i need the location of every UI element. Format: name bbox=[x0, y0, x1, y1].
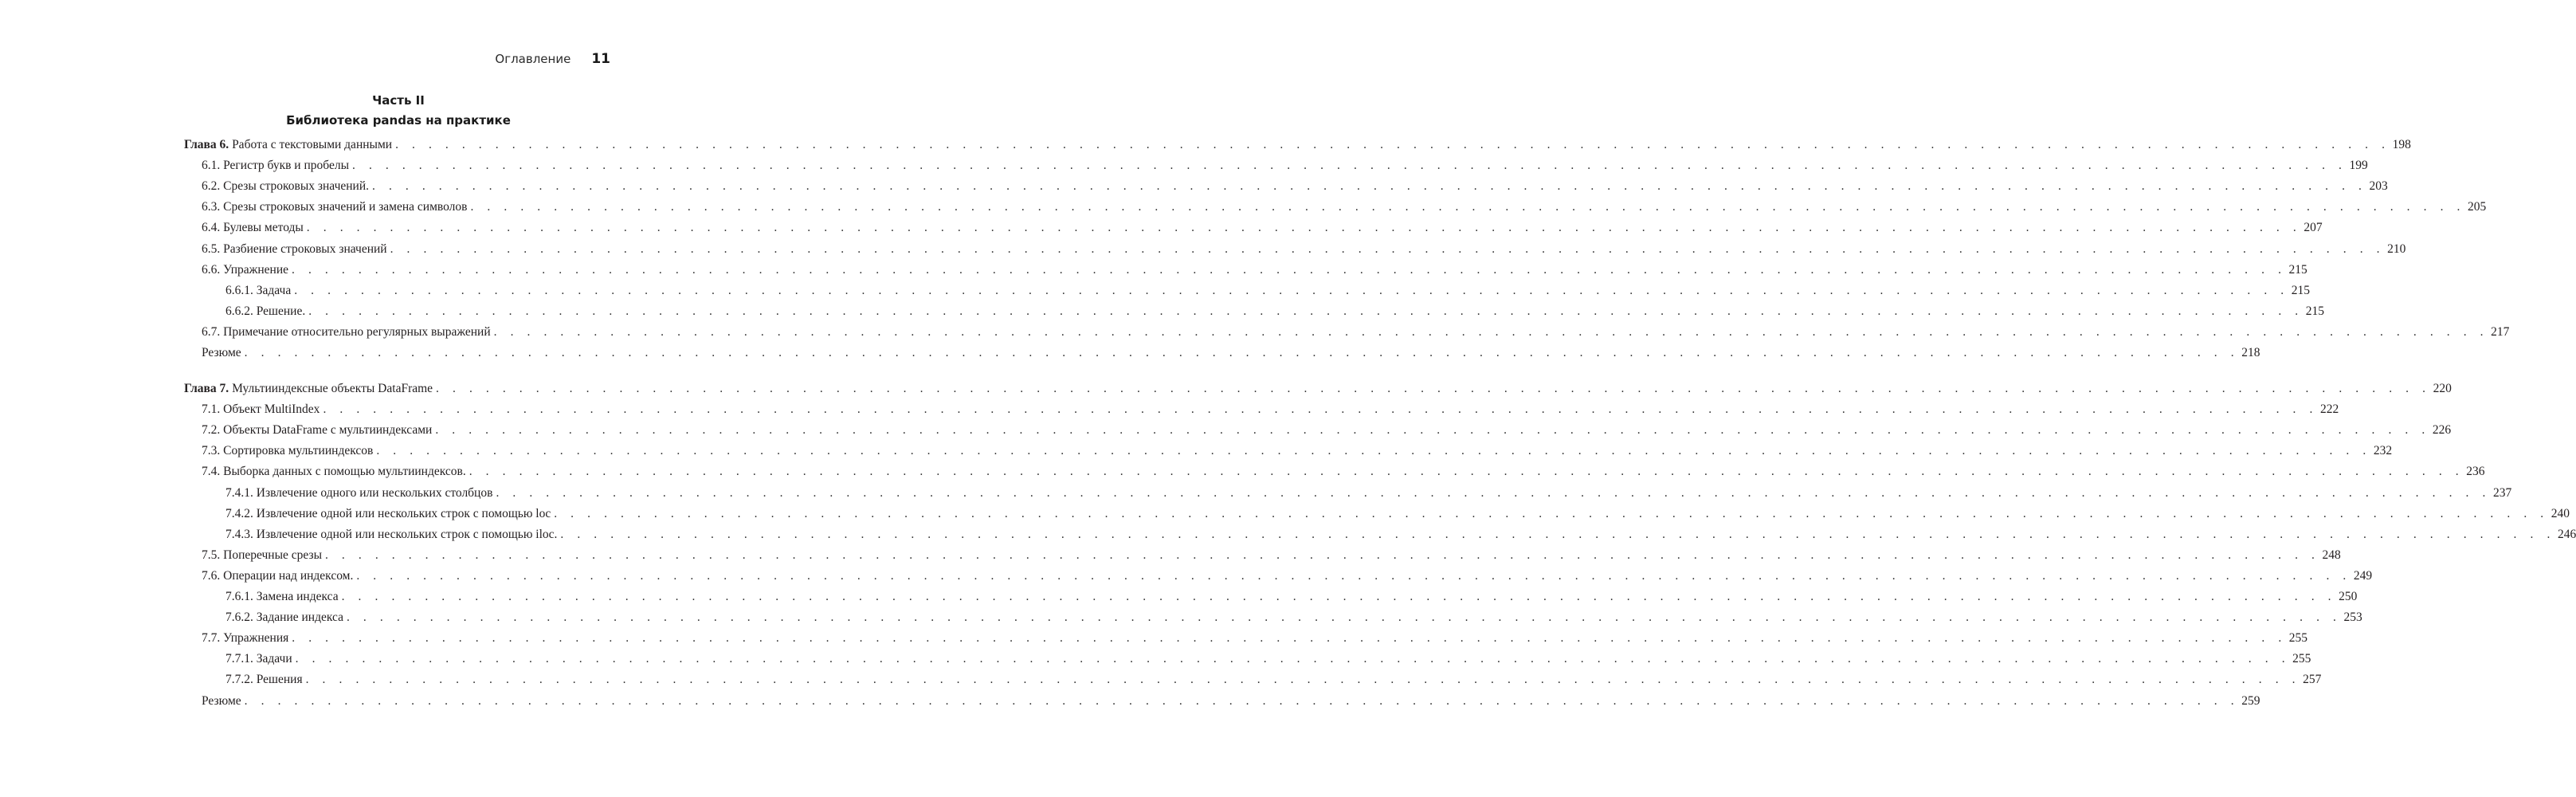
dot-leader: . . . . . . . . . . . . . . . . . . . . . . . . . . . . . . . . . . . . . . . . . . . . . . . . . . . . . . . . . . . . . . . . . . . . . . . . . . . . . . . . . . . . . . . . . . . . . . . . . . . . . . . . . . . . . . . . . . . . . . . . bbox=[469, 465, 2464, 478]
toc-section-entry bbox=[202, 548, 2341, 567]
toc-entry-label: 7.4.2. Извлечение одной или нескольких строк с помощью loc bbox=[225, 507, 551, 520]
toc-section-entry bbox=[202, 159, 2368, 178]
dot-leader: . . . . . . . . . . . . . . . . . . . . . . . . . . . . . . . . . . . . . . . . . . . . . . . . . . . . . . . . . . . . . . . . . . . . . . . . . . . . . . . . . . . . . . . . . . . . . . . . . . . . . . . . . . . . . . . . . . . . . . . . bbox=[435, 423, 2430, 437]
dot-leader: . . . . . . . . . . . . . . . . . . . . . . . . . . . . . . . . . . . . . . . . . . . . . . . . . . . . . . . . . . . . . . . . . . . . . . . . . . . . . . . . . . . . . . . . . . . . . . . . . . . . . . . . . . . . . . . . . . . . . . . . bbox=[292, 631, 2287, 645]
dot-leader: . . . . . . . . . . . . . . . . . . . . . . . . . . . . . . . . . . . . . . . . . . . . . . . . . . . . . . . . . . . . . . . . . . . . . . . . . . . . . . . . . . . . . . . . . . . . . . . . . . . . . . . . . . . . . . . . . . . . . . . . bbox=[554, 507, 2549, 520]
toc-entry-label: 6.7. Примечание относительно регулярных выражений bbox=[202, 325, 491, 339]
dot-leader: . . . . . . . . . . . . . . . . . . . . . . . . . . . . . . . . . . . . . . . . . . . . . . . . . . . . . . . . . . . . . . . . . . . . . . . . . . . . . . . . . . . . . . . . . . . . . . . . . . . . . . . . . . . . . . . . . . . . . . . . bbox=[244, 346, 2240, 359]
toc-page-number: 249 bbox=[2353, 569, 2373, 583]
toc-subsection-entry bbox=[225, 611, 2362, 630]
toc-section-entry bbox=[202, 221, 2323, 240]
toc-entry-label: 7.4. Выборка данных с помощью мультииндексов. bbox=[202, 465, 466, 478]
toc-page-number: 232 bbox=[2373, 444, 2393, 457]
toc-page-number: 236 bbox=[2466, 465, 2485, 478]
toc-section-entry bbox=[202, 631, 2308, 650]
dot-leader: . . . . . . . . . . . . . . . . . . . . . . . . . . . . . . . . . . . . . . . . . . . . . . . . . . . . . . . . . . . . . . . . . . . . . . . . . . . . . . . . . . . . . . . . . . . . . . . . . . . . . . . . . . . . . . . . . . . . . . . . bbox=[346, 611, 2342, 624]
toc-entry-label: 6.6.1. Задача bbox=[225, 284, 292, 297]
toc-entry-label: 7.7. Упражнения bbox=[202, 631, 289, 645]
toc-page-number: 207 bbox=[2304, 221, 2323, 234]
toc-page-number: 257 bbox=[2303, 673, 2322, 686]
dot-leader: . . . . . . . . . . . . . . . . . . . . . . . . . . . . . . . . . . . . . . . . . . . . . . . . . . . . . . . . . . . . . . . . . . . . . . . . . . . . . . . . . . . . . . . . . . . . . . . . . . . . . . . . . . . . . . . . . . . . . . . . bbox=[390, 242, 2386, 256]
toc-entry-label: 7.6.1. Замена индекса bbox=[225, 590, 339, 603]
toc-page-number: 218 bbox=[2241, 346, 2260, 359]
toc-entry-label: 7.1. Объект MultiIndex bbox=[202, 402, 320, 416]
toc-chapter-entry bbox=[184, 138, 2411, 157]
dot-leader: . . . . . . . . . . . . . . . . . . . . . . . . . . . . . . . . . . . . . . . . . . . . . . . . . . . . . . . . . . . . . . . . . . . . . . . . . . . . . . . . . . . . . . . . . . . . . . . . . . . . . . . . . . . . . . . . . . . . . . . . bbox=[323, 402, 2318, 416]
toc-section-entry bbox=[202, 402, 2339, 422]
toc-page-number: 248 bbox=[2322, 548, 2341, 562]
running-head bbox=[495, 51, 610, 67]
toc-entry-label: Резюме bbox=[202, 694, 241, 708]
dot-leader: . . . . . . . . . . . . . . . . . . . . . . . . . . . . . . . . . . . . . . . . . . . . . . . . . . . . . . . . . . . . . . . . . . . . . . . . . . . . . . . . . . . . . . . . . . . . . . . . . . . . . . . . . . . . . . . . . . . . . . . . bbox=[295, 652, 2291, 665]
toc-entry-label: Глава 6. Работа с текстовыми данными bbox=[184, 138, 393, 151]
dot-leader: . . . . . . . . . . . . . . . . . . . . . . . . . . . . . . . . . . . . . . . . . . . . . . . . . . . . . . . . . . . . . . . . . . . . . . . . . . . . . . . . . . . . . . . . . . . . . . . . . . . . . . . . . . . . . . . . . . . . . . . . bbox=[496, 486, 2491, 500]
toc-page-number: 255 bbox=[2292, 652, 2311, 665]
toc-entry-label: 6.5. Разбиение строковых значений bbox=[202, 242, 387, 256]
toc-page-number: 237 bbox=[2492, 486, 2512, 500]
toc-entry-label: 6.1. Регистр букв и пробелы bbox=[202, 159, 349, 172]
toc-section-entry bbox=[202, 444, 2393, 463]
dot-leader: . . . . . . . . . . . . . . . . . . . . . . . . . . . . . . . . . . . . . . . . . . . . . . . . . . . . . . . . . . . . . . . . . . . . . . . . . . . . . . . . . . . . . . . . . . . . . . . . . . . . . . . . . . . . . . . . . . . . . . . . bbox=[352, 159, 2347, 172]
toc-page-number: 246 bbox=[2557, 528, 2576, 541]
toc-entry-label: 7.2. Объекты DataFrame с мультииндексами bbox=[202, 423, 433, 437]
dot-leader: . . . . . . . . . . . . . . . . . . . . . . . . . . . . . . . . . . . . . . . . . . . . . . . . . . . . . . . . . . . . . . . . . . . . . . . . . . . . . . . . . . . . . . . . . . . . . . . . . . . . . . . . . . . . . . . . . . . . . . . . bbox=[436, 382, 2431, 395]
toc-page-number: 199 bbox=[2349, 159, 2368, 172]
toc-page-number: 259 bbox=[2241, 694, 2260, 708]
dot-leader: . . . . . . . . . . . . . . . . . . . . . . . . . . . . . . . . . . . . . . . . . . . . . . . . . . . . . . . . . . . . . . . . . . . . . . . . . . . . . . . . . . . . . . . . . . . . . . . . . . . . . . . . . . . . . . . . . . . . . . . . bbox=[341, 590, 2337, 603]
toc-page-number: 205 bbox=[2468, 200, 2487, 214]
dot-leader: . . . . . . . . . . . . . . . . . . . . . . . . . . . . . . . . . . . . . . . . . . . . . . . . . . . . . . . . . . . . . . . . . . . . . . . . . . . . . . . . . . . . . . . . . . . . . . . . . . . . . . . . . . . . . . . . . . . . . . . . bbox=[244, 694, 2240, 708]
dot-leader: . . . . . . . . . . . . . . . . . . . . . . . . . . . . . . . . . . . . . . . . . . . . . . . . . . . . . . . . . . . . . . . . . . . . . . . . . . . . . . . . . . . . . . . . . . . . . . . . . . . . . . . . . . . . . . . . . . . . . . . . bbox=[292, 263, 2287, 277]
toc-page-number: 215 bbox=[2288, 263, 2307, 277]
toc-entry-label: Глава 7. Мультииндексные объекты DataFrame bbox=[184, 382, 433, 395]
dot-leader: . . . . . . . . . . . . . . . . . . . . . . . . . . . . . . . . . . . . . . . . . . . . . . . . . . . . . . . . . . . . . . . . . . . . . . . . . . . . . . . . . . . . . . . . . . . . . . . . . . . . . . . . . . . . . . . . . . . . . . . . bbox=[372, 179, 2367, 193]
toc-subsection-entry bbox=[225, 507, 2570, 526]
chapter-label-prefix: Глава 6. bbox=[184, 138, 229, 151]
dot-leader: . . . . . . . . . . . . . . . . . . . . . . . . . . . . . . . . . . . . . . . . . . . . . . . . . . . . . . . . . . . . . . . . . . . . . . . . . . . . . . . . . . . . . . . . . . . . . . . . . . . . . . . . . . . . . . . . . . . . . . . . bbox=[306, 221, 2302, 234]
toc-page-number: 198 bbox=[2392, 138, 2411, 151]
page-number: 11 bbox=[591, 51, 610, 67]
dot-leader: . . . . . . . . . . . . . . . . . . . . . . . . . . . . . . . . . . . . . . . . . . . . . . . . . . . . . . . . . . . . . . . . . . . . . . . . . . . . . . . . . . . . . . . . . . . . . . . . . . . . . . . . . . . . . . . . . . . . . . . . bbox=[376, 444, 2371, 457]
toc-entry-label: 6.4. Булевы методы bbox=[202, 221, 304, 234]
dot-leader: . . . . . . . . . . . . . . . . . . . . . . . . . . . . . . . . . . . . . . . . . . . . . . . . . . . . . . . . . . . . . . . . . . . . . . . . . . . . . . . . . . . . . . . . . . . . . . . . . . . . . . . . . . . . . . . . . . . . . . . . bbox=[294, 284, 2289, 297]
toc-subsection-entry bbox=[225, 652, 2311, 671]
dot-leader: . . . . . . . . . . . . . . . . . . . . . . . . . . . . . . . . . . . . . . . . . . . . . . . . . . . . . . . . . . . . . . . . . . . . . . . . . . . . . . . . . . . . . . . . . . . . . . . . . . . . . . . . . . . . . . . . . . . . . . . . bbox=[560, 528, 2555, 541]
toc-section-entry bbox=[202, 346, 2260, 365]
toc-page-number: 217 bbox=[2491, 325, 2510, 339]
toc-entry-label: 6.6.2. Решение. bbox=[225, 304, 306, 318]
toc-entry-label: 7.4.3. Извлечение одной или нескольких строк с помощью iloc. bbox=[225, 528, 558, 541]
toc-section-entry bbox=[202, 200, 2487, 219]
toc-page-number: 222 bbox=[2319, 402, 2339, 416]
toc-entry-label: Резюме bbox=[202, 346, 241, 359]
toc-section-entry bbox=[202, 179, 2388, 198]
dot-leader: . . . . . . . . . . . . . . . . . . . . . . . . . . . . . . . . . . . . . . . . . . . . . . . . . . . . . . . . . . . . . . . . . . . . . . . . . . . . . . . . . . . . . . . . . . . . . . . . . . . . . . . . . . . . . . . . . . . . . . . . bbox=[493, 325, 2489, 339]
toc-section-entry bbox=[202, 263, 2307, 282]
toc-page-number: 253 bbox=[2343, 611, 2362, 624]
toc-chapter-entry bbox=[184, 382, 2452, 401]
part-title: Библиотека pandas на практике bbox=[286, 113, 511, 128]
toc-page-number: 220 bbox=[2433, 382, 2452, 395]
dot-leader: . . . . . . . . . . . . . . . . . . . . . . . . . . . . . . . . . . . . . . . . . . . . . . . . . . . . . . . . . . . . . . . . . . . . . . . . . . . . . . . . . . . . . . . . . . . . . . . . . . . . . . . . . . . . . . . . . . . . . . . . bbox=[470, 200, 2465, 214]
toc-page-number: 240 bbox=[2551, 507, 2570, 520]
toc-section-entry bbox=[202, 423, 2452, 442]
toc-subsection-entry bbox=[225, 304, 2324, 324]
toc-subsection-entry bbox=[225, 590, 2358, 609]
dot-leader: . . . . . . . . . . . . . . . . . . . . . . . . . . . . . . . . . . . . . . . . . . . . . . . . . . . . . . . . . . . . . . . . . . . . . . . . . . . . . . . . . . . . . . . . . . . . . . . . . . . . . . . . . . . . . . . . . . . . . . . . bbox=[308, 304, 2304, 318]
toc-entry-label: 7.5. Поперечные срезы bbox=[202, 548, 322, 562]
toc-entry-label: 7.7.2. Решения bbox=[225, 673, 303, 686]
dot-leader: . . . . . . . . . . . . . . . . . . . . . . . . . . . . . . . . . . . . . . . . . . . . . . . . . . . . . . . . . . . . . . . . . . . . . . . . . . . . . . . . . . . . . . . . . . . . . . . . . . . . . . . . . . . . . . . . . . . . . . . . bbox=[305, 673, 2301, 686]
toc-page-number: 215 bbox=[2305, 304, 2324, 318]
toc-entry-label: 7.4.1. Извлечение одного или нескольких столбцов bbox=[225, 486, 493, 500]
toc-section-entry bbox=[202, 694, 2260, 713]
dot-leader: . . . . . . . . . . . . . . . . . . . . . . . . . . . . . . . . . . . . . . . . . . . . . . . . . . . . . . . . . . . . . . . . . . . . . . . . . . . . . . . . . . . . . . . . . . . . . . . . . . . . . . . . . . . . . . . . . . . . . . . . bbox=[395, 138, 2390, 151]
toc-subsection-entry bbox=[225, 486, 2512, 505]
chapter-label-prefix: Глава 7. bbox=[184, 382, 229, 395]
toc-section-entry bbox=[202, 325, 2510, 344]
toc-page-number: 250 bbox=[2339, 590, 2358, 603]
toc-entry-label: 7.7.1. Задачи bbox=[225, 652, 292, 665]
toc-page-number: 210 bbox=[2387, 242, 2406, 256]
toc-section-entry bbox=[202, 242, 2406, 261]
running-head-title: Оглавление bbox=[495, 52, 571, 66]
part-heading bbox=[183, 91, 614, 131]
toc-subsection-entry bbox=[225, 284, 2310, 303]
toc-page-number: 215 bbox=[2291, 284, 2310, 297]
toc-entry-label: 7.3. Сортировка мультииндексов bbox=[202, 444, 374, 457]
toc-page-number: 203 bbox=[2369, 179, 2388, 193]
toc-page-number: 226 bbox=[2432, 423, 2452, 437]
dot-leader: . . . . . . . . . . . . . . . . . . . . . . . . . . . . . . . . . . . . . . . . . . . . . . . . . . . . . . . . . . . . . . . . . . . . . . . . . . . . . . . . . . . . . . . . . . . . . . . . . . . . . . . . . . . . . . . . . . . . . . . . bbox=[356, 569, 2351, 583]
toc-subsection-entry bbox=[225, 673, 2322, 692]
toc-entry-label: 7.6. Операции над индексом. bbox=[202, 569, 354, 583]
part-number: Часть II bbox=[372, 93, 425, 108]
dot-leader: . . . . . . . . . . . . . . . . . . . . . . . . . . . . . . . . . . . . . . . . . . . . . . . . . . . . . . . . . . . . . . . . . . . . . . . . . . . . . . . . . . . . . . . . . . . . . . . . . . . . . . . . . . . . . . . . . . . . . . . . bbox=[324, 548, 2320, 562]
toc-section-entry bbox=[202, 569, 2373, 588]
toc-entry-label: 6.6. Упражнение bbox=[202, 263, 289, 277]
toc-subsection-entry bbox=[225, 528, 2576, 547]
toc-section-entry bbox=[202, 465, 2485, 484]
toc-page-number: 255 bbox=[2288, 631, 2308, 645]
toc-entry-label: 7.6.2. Задание индекса bbox=[225, 611, 343, 624]
toc-entry-label: 6.3. Срезы строковых значений и замена символов bbox=[202, 200, 468, 214]
toc-entry-label: 6.2. Срезы строковых значений. bbox=[202, 179, 369, 193]
